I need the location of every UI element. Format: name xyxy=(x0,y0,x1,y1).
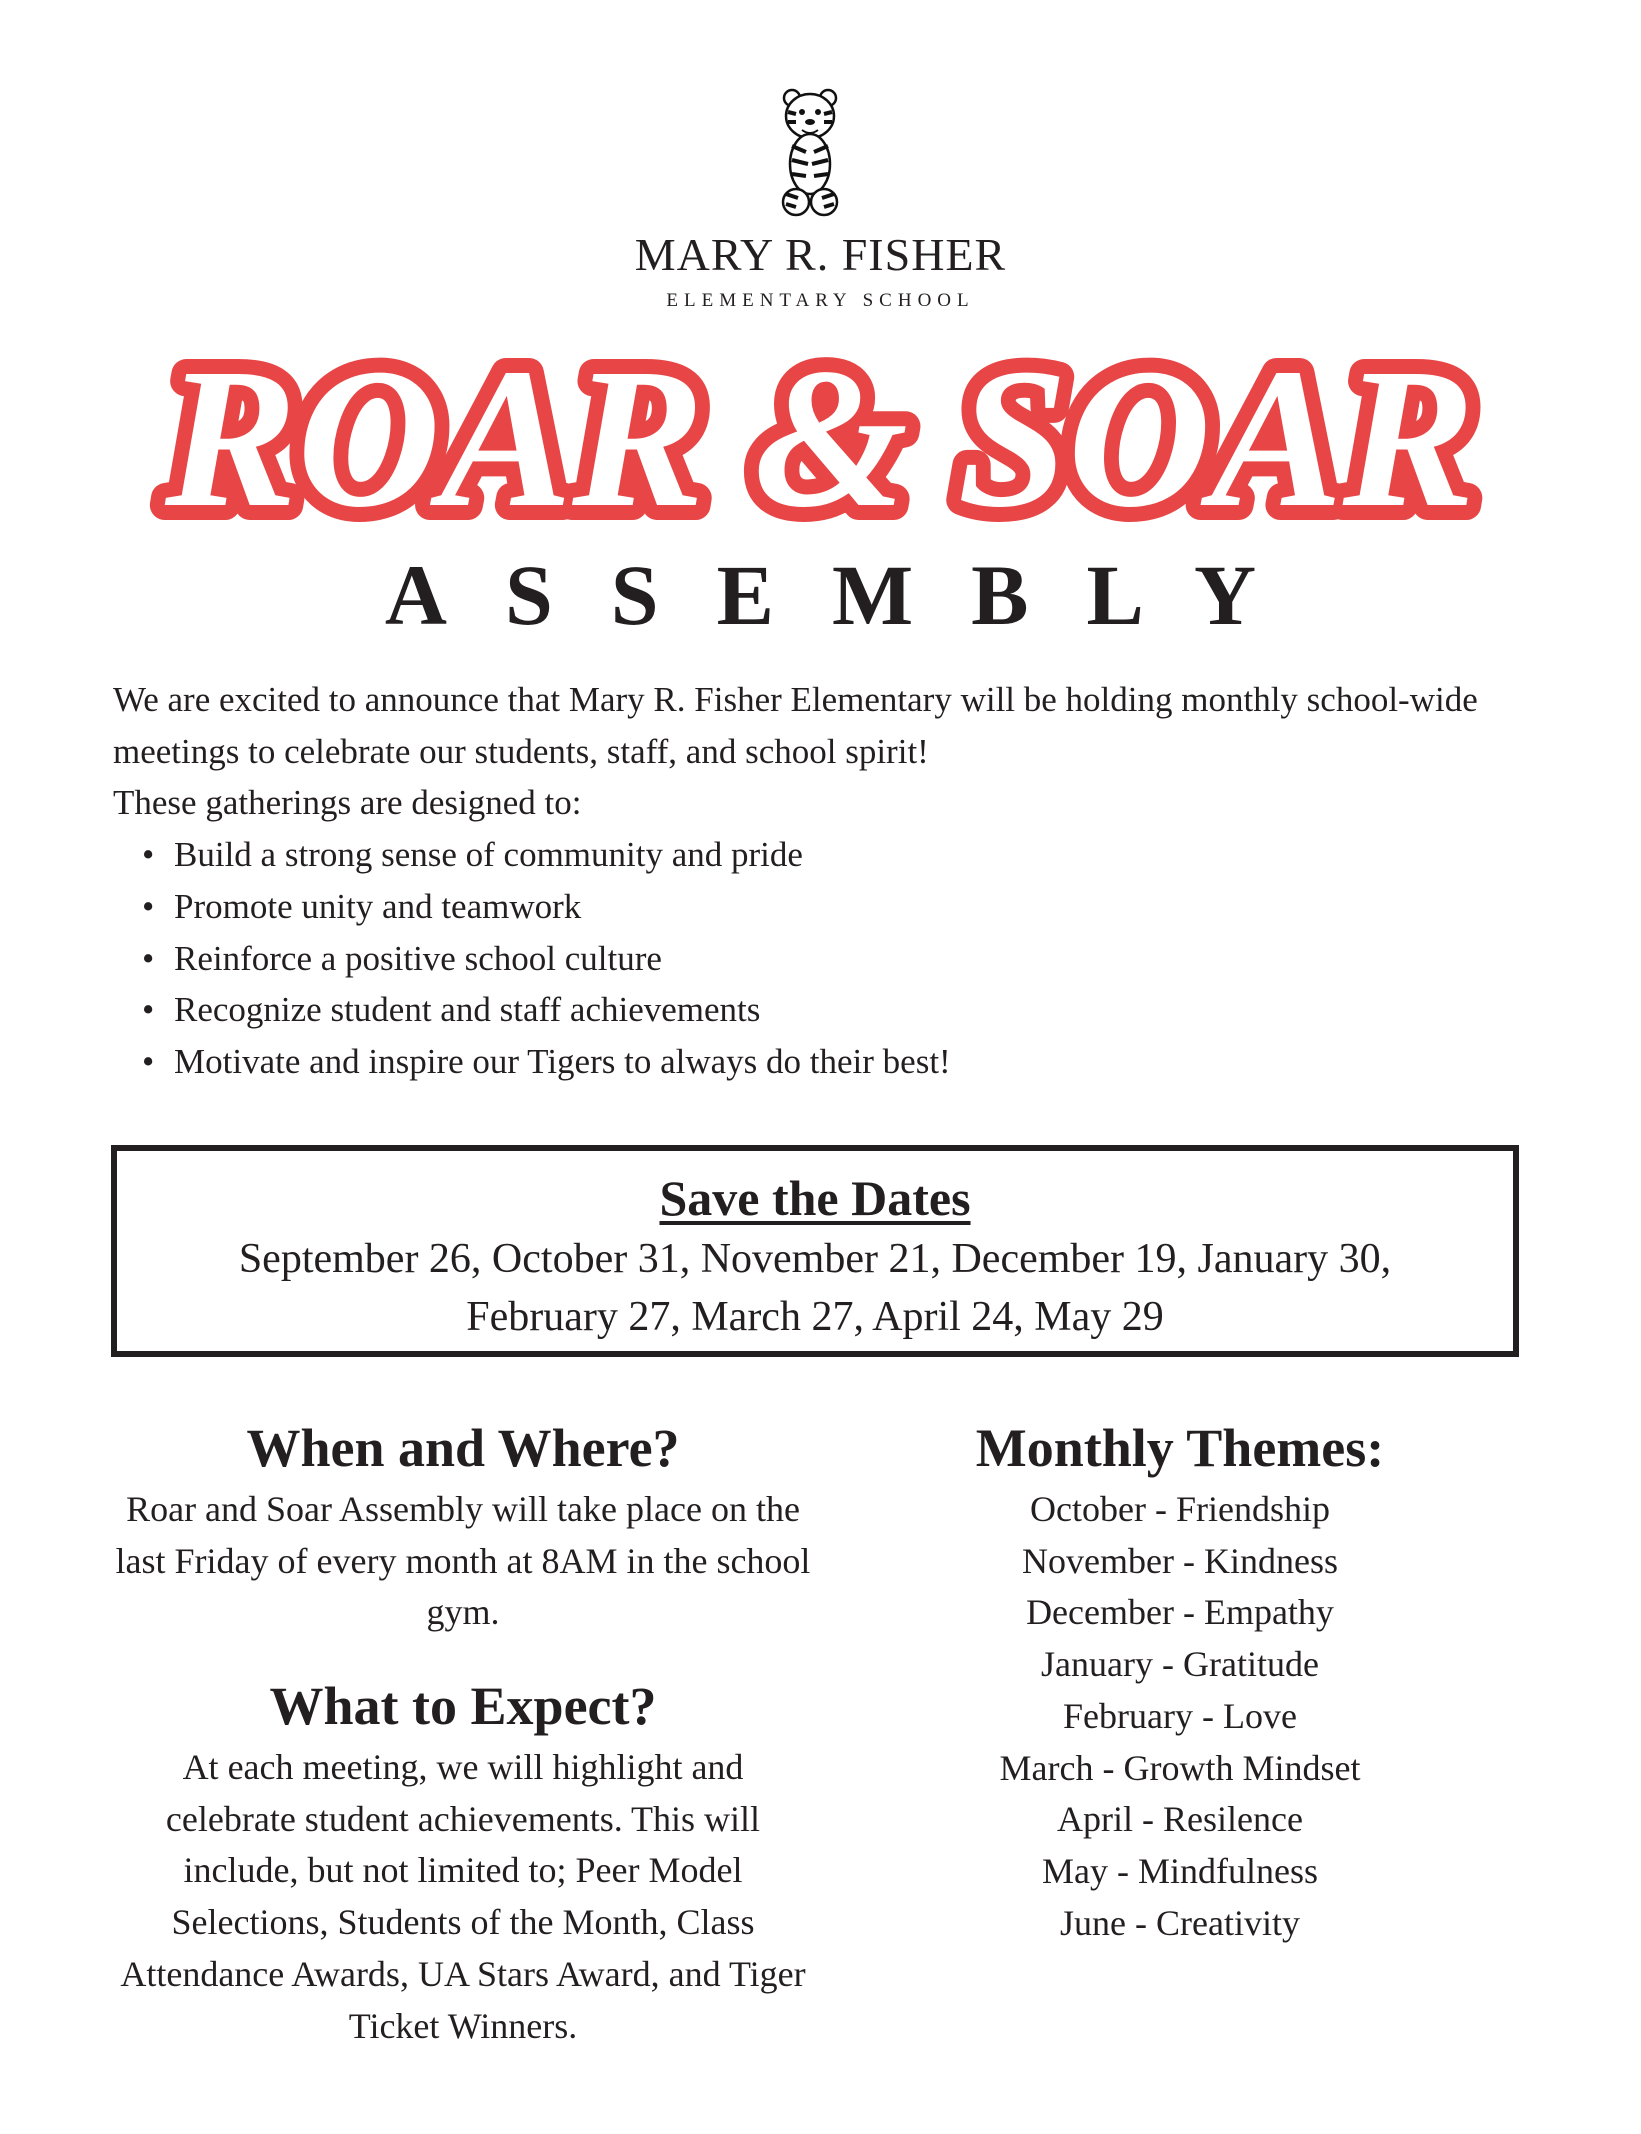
theme-item: November - Kindness xyxy=(1022,1540,1338,1581)
intro-paragraph: We are excited to announce that Mary R. Fisher Elementary will be holding monthly school-wide meetings to celebrate our students, staff, and school spirit! xyxy=(113,680,1478,771)
theme-item: January - Gratitude xyxy=(1041,1644,1319,1685)
list-item: • Motivate and inspire our Tigers to always do their best! xyxy=(174,1036,1533,1088)
bullet-icon: • xyxy=(142,990,155,1030)
school-name: MARY R. FISHER xyxy=(634,229,1007,280)
list-item: • Recognize student and staff achievements xyxy=(174,984,1533,1036)
theme-item: June - Creativity xyxy=(1060,1902,1300,1943)
school-subtitle: ELEMENTARY SCHOOL xyxy=(666,290,975,311)
theme-item: February - Love xyxy=(1063,1695,1297,1736)
intro-lead: These gatherings are designed to: xyxy=(113,783,582,823)
bullet-icon: • xyxy=(142,886,155,926)
list-item: • Promote unity and teamwork xyxy=(174,881,1533,933)
theme-item: March - Growth Mindset xyxy=(999,1747,1361,1788)
what-to-expect-section xyxy=(83,1676,843,2052)
theme-item: October - Friendship xyxy=(1030,1489,1330,1529)
list-item: • Build a strong sense of community and pride xyxy=(174,829,1533,881)
theme-item: April - Resilence xyxy=(1057,1799,1303,1840)
bullet-icon: • xyxy=(142,1041,155,1081)
monthly-themes-section xyxy=(800,1418,1560,1949)
monthly-themes-heading: Monthly Themes: xyxy=(975,1418,1385,1478)
what-to-expect-body: At each meeting, we will highlight and celebrate student achievements. This will include, but not limited to; Peer Model Selections, Students of the Month, Class Attendance Awards, UA Stars Award, and Tiger Ticket Winners. xyxy=(120,1747,806,2046)
tiger-mascot-icon xyxy=(770,84,850,218)
bullet-icon: • xyxy=(142,835,155,875)
when-where-section xyxy=(83,1418,843,1639)
dates-line-1: September 26, October 31, November 21, December 19, January 30, xyxy=(238,1236,1392,1282)
when-where-body: Roar and Soar Assembly will take place on the last Friday of every month at 8AM in the school gym. xyxy=(115,1489,811,1633)
what-to-expect-heading: What to Expect? xyxy=(269,1676,657,1736)
event-title-logo xyxy=(0,345,1641,535)
event-subtitle: ASSEMBLY xyxy=(384,547,1315,643)
save-the-dates-title: Save the Dates xyxy=(659,1170,971,1226)
when-where-heading: When and Where? xyxy=(246,1418,680,1478)
list-item: • Reinforce a positive school culture xyxy=(174,933,1533,985)
themes-list xyxy=(800,1484,1560,1949)
save-the-dates-box xyxy=(111,1145,1519,1357)
event-title: ROAR & SOAR xyxy=(164,345,1476,535)
theme-item: May - Mindfulness xyxy=(1042,1850,1318,1891)
theme-item: December - Empathy xyxy=(1026,1592,1334,1633)
intro-section xyxy=(113,674,1533,1088)
dates-line-2: February 27, March 27, April 24, May 29 xyxy=(466,1294,1164,1340)
goals-list xyxy=(113,829,1533,1088)
bullet-icon: • xyxy=(142,938,155,978)
